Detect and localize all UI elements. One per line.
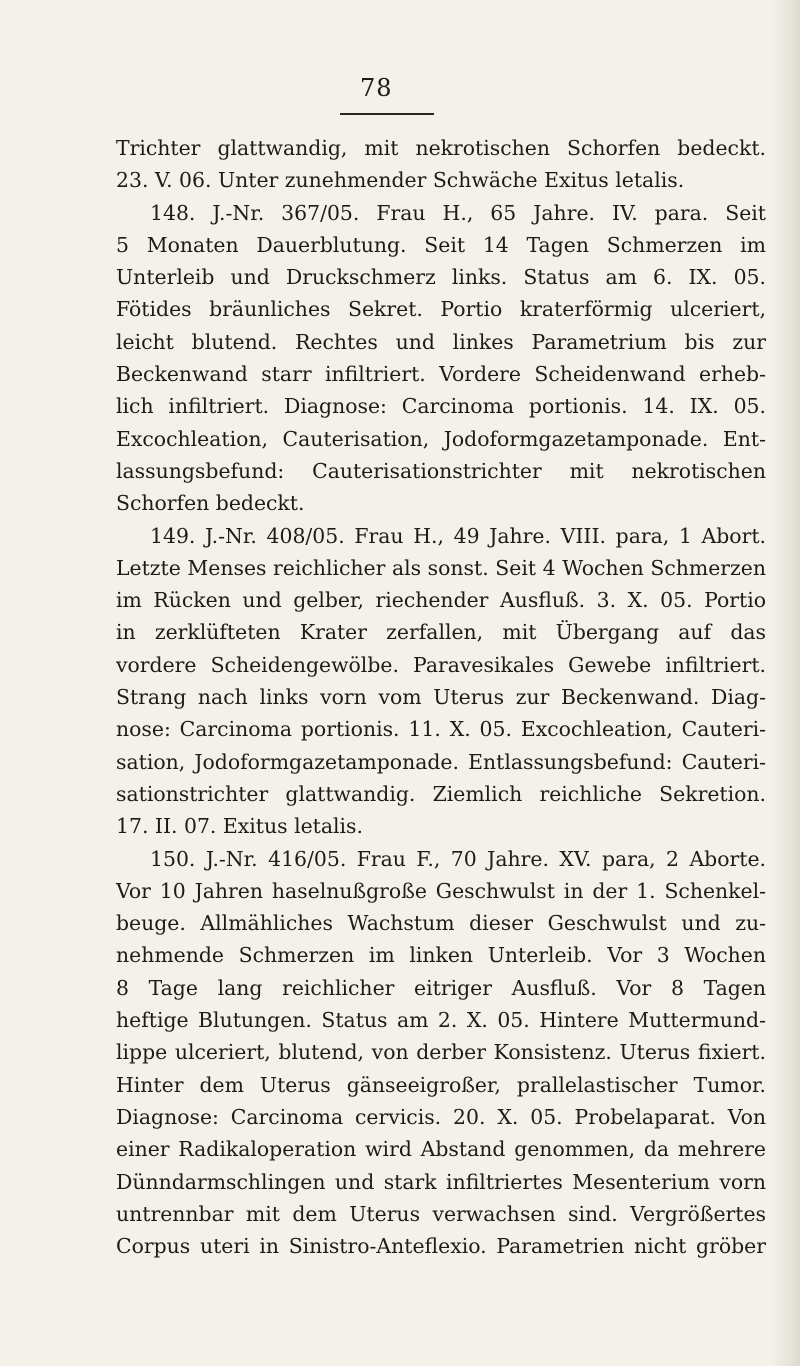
- text-line: sation, Jodoformgazetamponade. Entlassungsbefund: Cauteri-: [116, 749, 766, 774]
- text-line: sationstrichter glattwandig. Ziemlich reichliche Sekretion.: [116, 781, 766, 806]
- text-line: 5 Monaten Dauerblutung. Seit 14 Tagen Schmerzen im: [116, 232, 766, 257]
- text-line: Letzte Menses reichlicher als sonst. Seit 4 Wochen Schmerzen: [116, 555, 766, 580]
- text-line: nehmende Schmerzen im linken Unterleib. Vor 3 Wochen: [116, 943, 766, 968]
- text-line: 148. J.-Nr. 367/05. Frau H., 65 Jahre. IV. para. Seit: [150, 200, 766, 225]
- text-line: einer Radikaloperation wird Abstand genommen, da mehrere: [116, 1137, 766, 1162]
- text-line: Excochleation, Cauterisation, Jodoformgazetamponade. Ent-: [116, 426, 766, 451]
- text-line: heftige Blutungen. Status am 2. X. 05. Hintere Muttermund-: [116, 1008, 766, 1033]
- text-line: Vor 10 Jahren haselnußgroße Geschwulst in der 1. Schenkel-: [116, 878, 766, 903]
- text-line: beuge. Allmähliches Wachstum dieser Geschwulst und zu-: [116, 911, 766, 936]
- paragraph-continuation: [116, 132, 766, 197]
- text-line: Beckenwand starr infiltriert. Vordere Scheidenwand erheb-: [116, 362, 766, 387]
- text-line: 150. J.-Nr. 416/05. Frau F., 70 Jahre. XV. para, 2 Aborte.: [150, 846, 766, 871]
- text-line: 23. V. 06. Unter zunehmender Schwäche Exitus letalis.: [116, 168, 685, 193]
- text-line: 8 Tage lang reichlicher eitriger Ausfluß. Vor 8 Tagen: [116, 975, 766, 1000]
- case-150-paragraph: [116, 843, 766, 1263]
- body-text: [116, 132, 766, 1262]
- page-number: 78: [360, 74, 393, 102]
- text-line: in zerklüfteten Krater zerfallen, mit Übergang auf das: [116, 620, 766, 645]
- text-line: Schorfen bedeckt.: [116, 491, 305, 516]
- text-line: Hinter dem Uterus gänseeigroßer, prallelastischer Tumor.: [116, 1072, 766, 1097]
- text-line: lippe ulceriert, blutend, von derber Konsistenz. Uterus fixiert.: [116, 1040, 766, 1065]
- text-line: leicht blutend. Rechtes und linkes Parametrium bis zur: [116, 329, 766, 354]
- text-line: untrennbar mit dem Uterus verwachsen sind. Vergrößertes: [116, 1201, 766, 1226]
- text-line: Diagnose: Carcinoma cervicis. 20. X. 05. Probelaparat. Von: [116, 1104, 766, 1129]
- text-line: 17. II. 07. Exitus letalis.: [116, 814, 363, 839]
- text-line: nose: Carcinoma portionis. 11. X. 05. Excochleation, Cauteri-: [116, 717, 766, 742]
- text-line: lassungsbefund: Cauterisationstrichter mit nekrotischen: [116, 458, 766, 483]
- text-line: Corpus uteri in Sinistro-Anteflexio. Parametrien nicht gröber: [116, 1234, 766, 1259]
- page-number-underline: [340, 113, 434, 115]
- text-line: Strang nach links vorn vom Uterus zur Beckenwand. Diag-: [116, 685, 766, 710]
- case-148-paragraph: [116, 197, 766, 520]
- text-line: Unterleib und Druckschmerz links. Status am 6. IX. 05.: [116, 265, 766, 290]
- text-line: vordere Scheidengewölbe. Paravesikales Gewebe infiltriert.: [116, 652, 766, 677]
- text-line: Fötides bräunliches Sekret. Portio kraterförmig ulceriert,: [116, 297, 766, 322]
- text-line: lich infiltriert. Diagnose: Carcinoma portionis. 14. IX. 05.: [116, 394, 766, 419]
- text-line: Dünndarmschlingen und stark infiltriertes Mesenterium vorn: [116, 1169, 766, 1194]
- text-line: im Rücken und gelber, riechender Ausfluß. 3. X. 05. Portio: [116, 588, 766, 613]
- case-149-paragraph: [116, 520, 766, 843]
- text-line: Trichter glattwandig, mit nekrotischen Schorfen bedeckt.: [116, 136, 766, 160]
- text-line: 149. J.-Nr. 408/05. Frau H., 49 Jahre. VIII. para, 1 Abort.: [150, 523, 766, 548]
